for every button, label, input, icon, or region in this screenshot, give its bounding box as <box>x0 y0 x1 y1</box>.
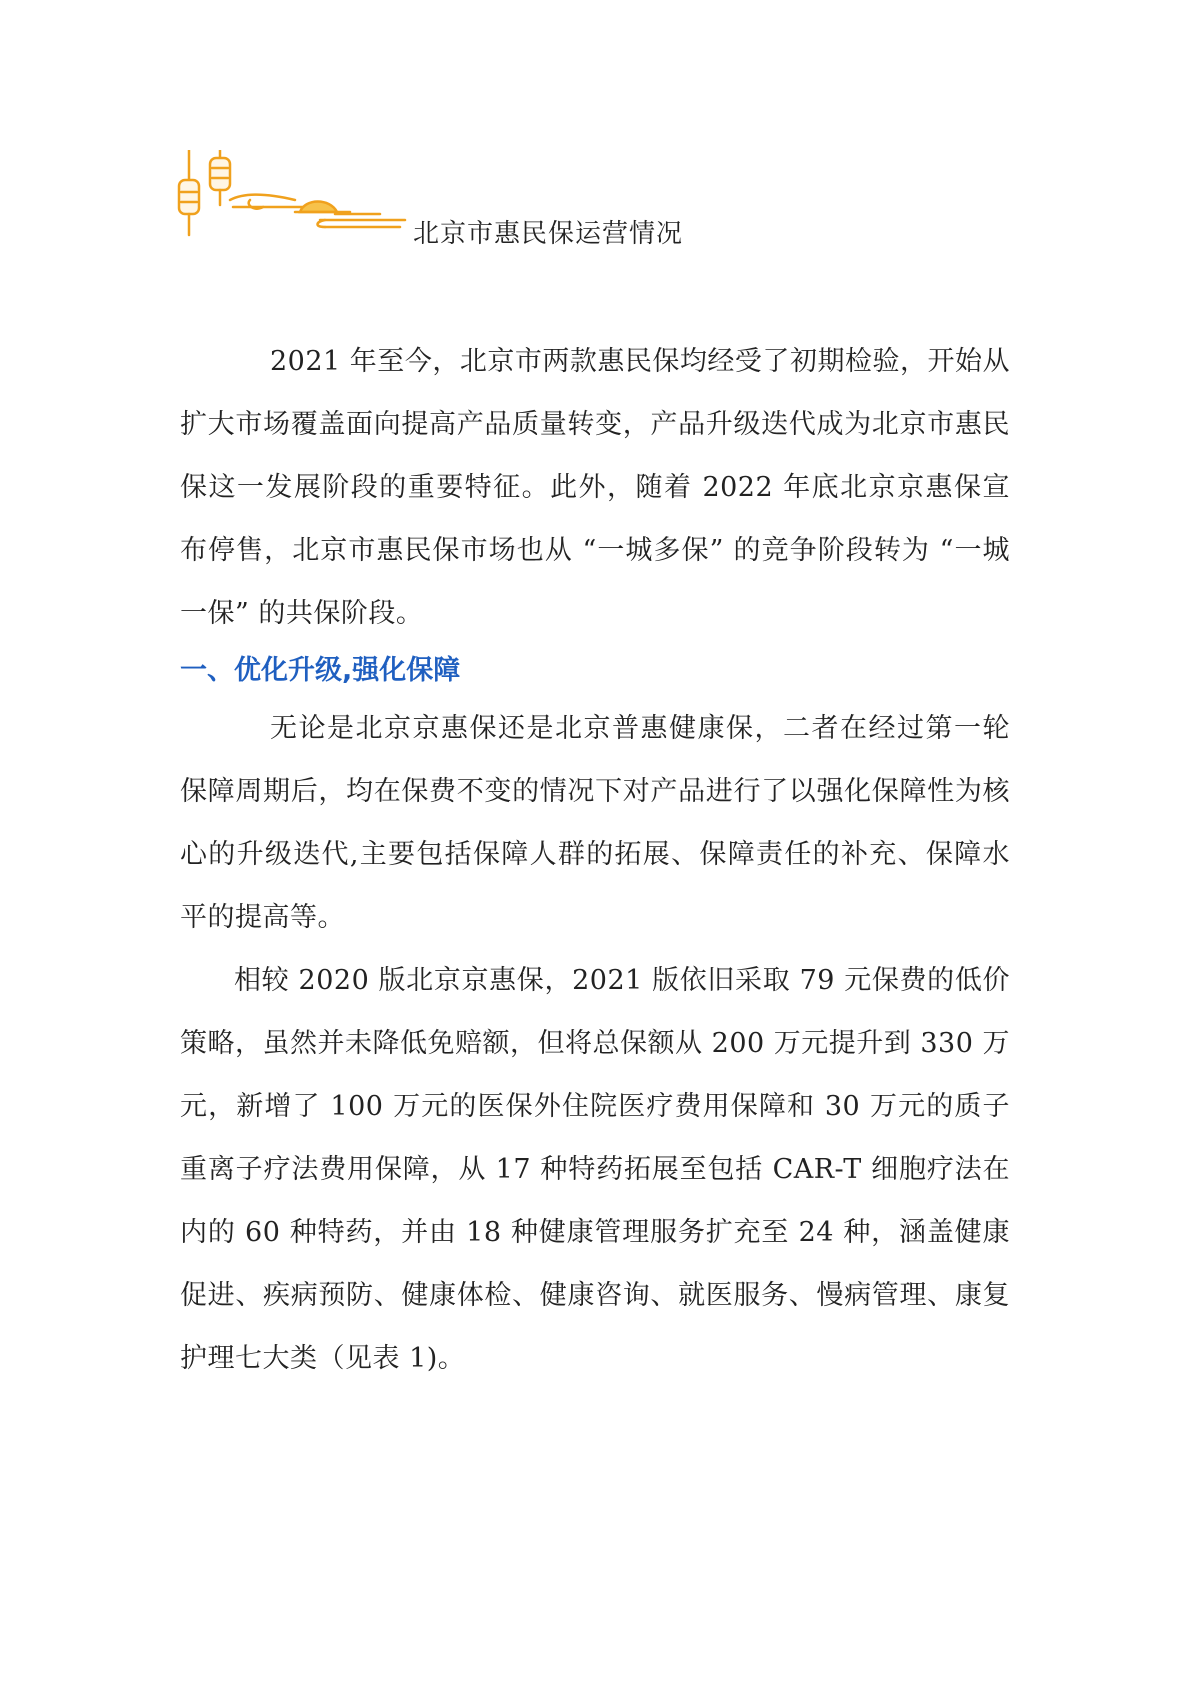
paragraph-comparison: 相较 2020 版北京京惠保，2021 版依旧采取 79 元保费的低价策略，虽然并未降低免赔额，但将总保额从 200 万元提升到 330 万元，新增了 100 万元的医保外住院医疗费用保障和 30 万元的质子重离子疗法费用保障，从 17 种特药拓展至包括 CAR-T 细胞疗法在内的 60 种特药，并由 18 种健康管理服务扩充至 24 种，涵盖健康促进、疾病预防、健康体检、健康咨询、就医服务、慢病管理、康复护理七大类（见表 1)。 <box>180 965 1010 1374</box>
article-body <box>180 330 1010 1390</box>
section-heading: 一、优化升级,强化保障 <box>180 655 461 686</box>
paragraph-intro: 2021 年至今，北京市两款惠民保均经受了初期检验，开始从扩大市场覆盖面向提高产品质量转变，产品升级迭代成为北京市惠民保这一发展阶段的重要特征。此外，随着 2022 年底北京京惠保宣布停售，北京市惠民保市场也从 “一城多保” 的竞争阶段转为 “一城一保” 的共保阶段。 <box>180 346 1010 629</box>
paragraph-upgrade: 无论是北京京惠保还是北京普惠健康保，二者在经过第一轮保障周期后，均在保费不变的情况下对产品进行了以强化保障性为核心的升级迭代,主要包括保障人群的拓展、保障责任的补充、保障水平的提高等。 <box>180 713 1010 933</box>
lantern-cloud-ornament-icon <box>175 150 415 250</box>
page-title: 北京市惠民保运营情况 <box>413 219 684 249</box>
